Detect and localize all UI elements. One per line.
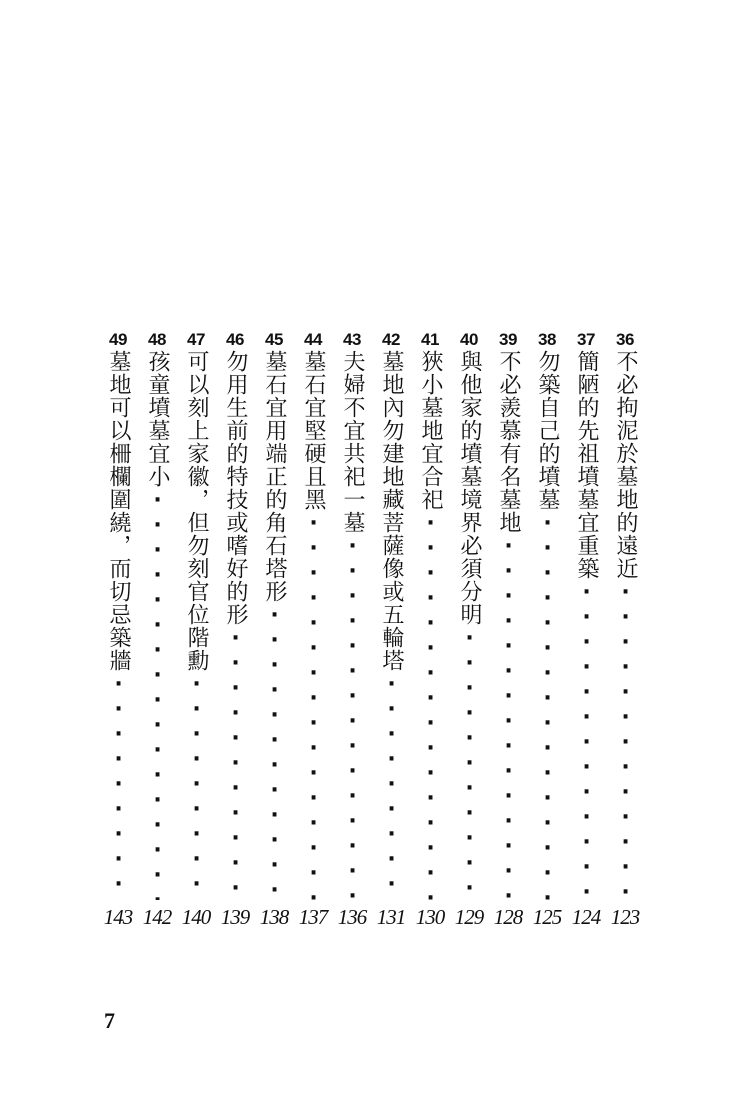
entry-title: 與他家的墳墓境界必須分明 ····· [455, 350, 483, 900]
entry-title: 狹小墓地宜合祀 ····· [416, 350, 444, 900]
entry-page: 136 [337, 905, 367, 929]
entry-title: 不必拘泥於墓地的遠近 ····· [611, 350, 639, 900]
page-number: 7 [104, 1008, 115, 1033]
entry-page: 123 [610, 905, 640, 929]
entry-title: 不必羨慕有名墓地 ····· [494, 350, 522, 900]
entry-page: 124 [571, 905, 601, 929]
toc-entry-47[interactable] [176, 330, 216, 930]
toc-entry-40[interactable] [449, 330, 489, 930]
entry-page: 137 [298, 905, 328, 929]
entry-title: 可以刻上家徽，但勿刻官位階勳 ····· [182, 350, 210, 900]
entry-title: 夫婦不宜共祀一墓 ····· [338, 350, 366, 900]
entry-number: 49 [109, 330, 127, 349]
entry-page: 140 [181, 905, 211, 929]
entry-page: 128 [493, 905, 523, 929]
entry-page: 143 [103, 905, 133, 929]
entry-number: 38 [538, 330, 556, 349]
entry-number: 36 [616, 330, 634, 349]
entry-number: 43 [343, 330, 361, 349]
entry-number: 40 [460, 330, 478, 349]
entry-page: 139 [220, 905, 250, 929]
entry-page: 125 [532, 905, 562, 929]
entry-title: 墓石宜堅硬且黑 ····· [299, 350, 327, 900]
entry-number: 42 [382, 330, 400, 349]
entry-number: 41 [421, 330, 439, 349]
toc-entry-39[interactable] [488, 330, 528, 930]
toc-entry-38[interactable] [527, 330, 567, 930]
entry-page: 142 [142, 905, 172, 929]
entry-page: 129 [454, 905, 484, 929]
entry-number: 46 [226, 330, 244, 349]
entry-title: 墓石宜用端正的角石塔形 ····· [260, 350, 288, 900]
toc-entry-44[interactable] [293, 330, 333, 930]
entry-page: 138 [259, 905, 289, 929]
entry-number: 45 [265, 330, 283, 349]
entry-number: 39 [499, 330, 517, 349]
toc-entry-42[interactable] [371, 330, 411, 930]
entry-number: 47 [187, 330, 205, 349]
entry-number: 44 [304, 330, 322, 349]
entry-page: 131 [376, 905, 406, 929]
entry-title: 孩童墳墓宜小 ····· [143, 350, 171, 900]
entry-number: 37 [577, 330, 595, 349]
entry-title: 簡陋的先祖墳墓宜重築 ····· [572, 350, 600, 900]
toc-entry-43[interactable] [332, 330, 372, 930]
entry-number: 48 [148, 330, 166, 349]
entry-title: 勿用生前的特技或嗜好的形 ····· [221, 350, 249, 900]
toc-entry-48[interactable] [137, 330, 177, 930]
toc-entry-45[interactable] [254, 330, 294, 930]
toc-entry-36[interactable] [605, 330, 645, 930]
toc-entry-49[interactable] [98, 330, 138, 930]
entry-title: 勿築自己的墳墓 ····· [533, 350, 561, 900]
toc-entry-41[interactable] [410, 330, 450, 930]
toc-entry-37[interactable] [566, 330, 606, 930]
entry-page: 130 [415, 905, 445, 929]
entry-title: 墓地可以柵欄圍繞，而切忌築牆 ····· [104, 350, 132, 900]
toc-entry-46[interactable] [215, 330, 255, 930]
entry-title: 墓地內勿建地藏菩薩像或五輪塔 ····· [377, 350, 405, 900]
